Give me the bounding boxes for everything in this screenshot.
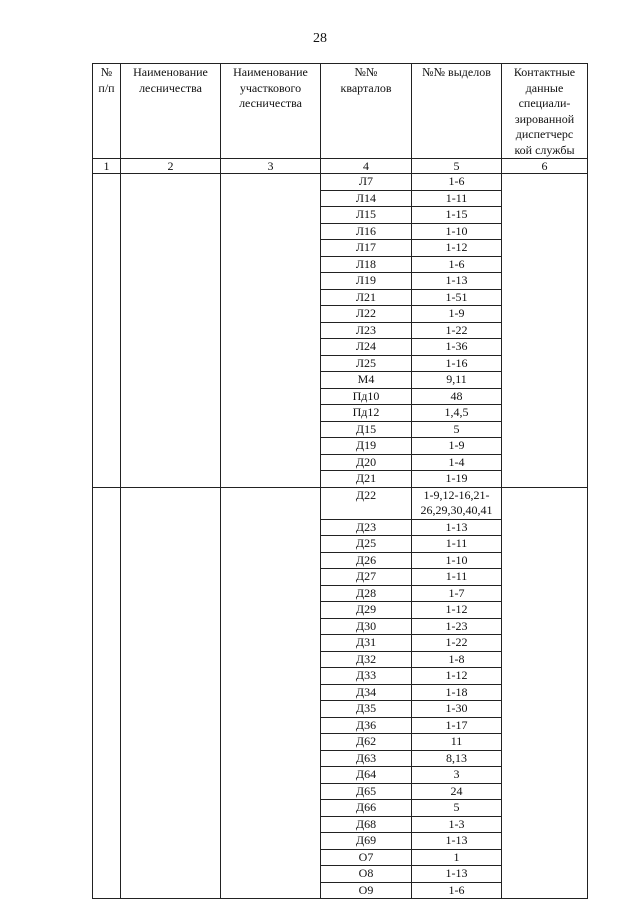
allotment-cell: 1 bbox=[412, 849, 502, 866]
allotment-cell: 1-11 bbox=[412, 569, 502, 586]
quarter-cell: Д15 bbox=[321, 421, 412, 438]
allotment-cell: 1-22 bbox=[412, 635, 502, 652]
allotment-cell: 1-4 bbox=[412, 454, 502, 471]
allotment-cell: 1-13 bbox=[412, 833, 502, 850]
quarter-cell: Д25 bbox=[321, 536, 412, 553]
quarter-cell: Л14 bbox=[321, 190, 412, 207]
allotment-text: 1-9,12-16,21- 26,29,30,40,41 bbox=[420, 488, 493, 517]
quarter-cell: Пд10 bbox=[321, 388, 412, 405]
column-number: 1 bbox=[93, 159, 121, 174]
quarter-cell: Д31 bbox=[321, 635, 412, 652]
table-group-1 bbox=[93, 174, 588, 488]
allotment-cell: 1-11 bbox=[412, 190, 502, 207]
quarter-cell: Д22 bbox=[321, 487, 412, 519]
allotment-cell: 1-19 bbox=[412, 471, 502, 488]
allotment-cell: 1,4,5 bbox=[412, 405, 502, 422]
allotment-cell: 1-6 bbox=[412, 256, 502, 273]
allotment-cell: 1-10 bbox=[412, 223, 502, 240]
allotment-cell: 1-8 bbox=[412, 651, 502, 668]
page-number: 28 bbox=[313, 31, 327, 46]
quarter-cell: Л15 bbox=[321, 207, 412, 224]
empty-forestry-cell bbox=[121, 487, 221, 899]
header-dispatch-contacts: Контактные данные специали- зированной диспетчерс кой службы bbox=[502, 64, 588, 159]
quarter-cell: Л7 bbox=[321, 174, 412, 191]
allotment-cell: 1-51 bbox=[412, 289, 502, 306]
allotment-cell: 11 bbox=[412, 734, 502, 751]
allotment-cell bbox=[412, 487, 502, 519]
quarter-cell: Д20 bbox=[321, 454, 412, 471]
empty-contacts-cell bbox=[502, 487, 588, 899]
allotment-cell: 1-18 bbox=[412, 684, 502, 701]
allotment-cell: 1-12 bbox=[412, 668, 502, 685]
column-number: 3 bbox=[221, 159, 321, 174]
allotment-cell: 1-30 bbox=[412, 701, 502, 718]
allotment-cell: 24 bbox=[412, 783, 502, 800]
allotment-cell: 1-36 bbox=[412, 339, 502, 356]
column-number-row bbox=[93, 159, 588, 174]
empty-district-cell bbox=[221, 487, 321, 899]
quarter-cell: Д34 bbox=[321, 684, 412, 701]
quarter-cell: Л19 bbox=[321, 273, 412, 290]
quarter-cell: Д28 bbox=[321, 585, 412, 602]
empty-district-cell bbox=[221, 174, 321, 488]
allotment-cell: 1-13 bbox=[412, 519, 502, 536]
quarter-cell: М4 bbox=[321, 372, 412, 389]
quarter-cell: Д29 bbox=[321, 602, 412, 619]
empty-number-cell bbox=[93, 487, 121, 899]
column-number: 4 bbox=[321, 159, 412, 174]
allotment-cell: 1-15 bbox=[412, 207, 502, 224]
quarter-cell: Д69 bbox=[321, 833, 412, 850]
quarter-cell: Д26 bbox=[321, 552, 412, 569]
column-number: 6 bbox=[502, 159, 588, 174]
quarter-cell: Д63 bbox=[321, 750, 412, 767]
quarter-cell: Л18 bbox=[321, 256, 412, 273]
quarter-cell: Л24 bbox=[321, 339, 412, 356]
allotment-cell: 1-12 bbox=[412, 240, 502, 257]
quarter-cell: Д21 bbox=[321, 471, 412, 488]
quarter-cell: Л25 bbox=[321, 355, 412, 372]
allotment-cell: 1-12 bbox=[412, 602, 502, 619]
header-allotments: №№ выделов bbox=[412, 64, 502, 159]
quarter-cell: О7 bbox=[321, 849, 412, 866]
allotment-cell: 9,11 bbox=[412, 372, 502, 389]
quarter-cell: Д35 bbox=[321, 701, 412, 718]
empty-forestry-cell bbox=[121, 174, 221, 488]
allotment-cell: 1-7 bbox=[412, 585, 502, 602]
header-number: № п/п bbox=[93, 64, 121, 159]
quarter-cell: Д64 bbox=[321, 767, 412, 784]
empty-number-cell bbox=[93, 174, 121, 488]
quarter-cell: Д62 bbox=[321, 734, 412, 751]
forestry-table bbox=[92, 63, 588, 899]
quarter-cell: Д32 bbox=[321, 651, 412, 668]
allotment-cell: 8,13 bbox=[412, 750, 502, 767]
allotment-cell: 1-3 bbox=[412, 816, 502, 833]
allotment-cell: 1-23 bbox=[412, 618, 502, 635]
quarter-cell: Д33 bbox=[321, 668, 412, 685]
allotment-cell: 1-17 bbox=[412, 717, 502, 734]
allotment-cell: 1-13 bbox=[412, 273, 502, 290]
allotment-cell: 1-6 bbox=[412, 174, 502, 191]
quarter-cell: Л21 bbox=[321, 289, 412, 306]
column-number: 2 bbox=[121, 159, 221, 174]
allotment-cell: 5 bbox=[412, 421, 502, 438]
header-row bbox=[93, 64, 588, 159]
allotment-cell: 1-9 bbox=[412, 306, 502, 323]
allotment-cell: 1-11 bbox=[412, 536, 502, 553]
allotment-cell: 1-16 bbox=[412, 355, 502, 372]
allotment-cell: 48 bbox=[412, 388, 502, 405]
empty-contacts-cell bbox=[502, 174, 588, 488]
quarter-cell: Л22 bbox=[321, 306, 412, 323]
quarter-cell: Д65 bbox=[321, 783, 412, 800]
quarter-cell: Д23 bbox=[321, 519, 412, 536]
table-row bbox=[93, 487, 588, 519]
quarter-cell: О8 bbox=[321, 866, 412, 883]
quarter-cell: О9 bbox=[321, 882, 412, 899]
header-forestry-name: Наименование лесничества bbox=[121, 64, 221, 159]
quarter-cell: Д19 bbox=[321, 438, 412, 455]
allotment-cell: 1-10 bbox=[412, 552, 502, 569]
quarter-cell: Пд12 bbox=[321, 405, 412, 422]
allotment-cell: 1-6 bbox=[412, 882, 502, 899]
header-district-forestry-name: Наименование участкового лесничества bbox=[221, 64, 321, 159]
quarter-cell: Д30 bbox=[321, 618, 412, 635]
column-number: 5 bbox=[412, 159, 502, 174]
allotment-cell: 1-13 bbox=[412, 866, 502, 883]
table-group-2 bbox=[93, 487, 588, 899]
table-row bbox=[93, 174, 588, 191]
quarter-cell: Л17 bbox=[321, 240, 412, 257]
allotment-cell: 3 bbox=[412, 767, 502, 784]
quarter-cell: Л16 bbox=[321, 223, 412, 240]
allotment-cell: 1-9 bbox=[412, 438, 502, 455]
quarter-cell: Д27 bbox=[321, 569, 412, 586]
quarter-cell: Д36 bbox=[321, 717, 412, 734]
quarter-cell: Д66 bbox=[321, 800, 412, 817]
allotment-cell: 5 bbox=[412, 800, 502, 817]
header-quarters: №№ кварталов bbox=[321, 64, 412, 159]
quarter-cell: Л23 bbox=[321, 322, 412, 339]
quarter-cell: Д68 bbox=[321, 816, 412, 833]
allotment-cell: 1-22 bbox=[412, 322, 502, 339]
